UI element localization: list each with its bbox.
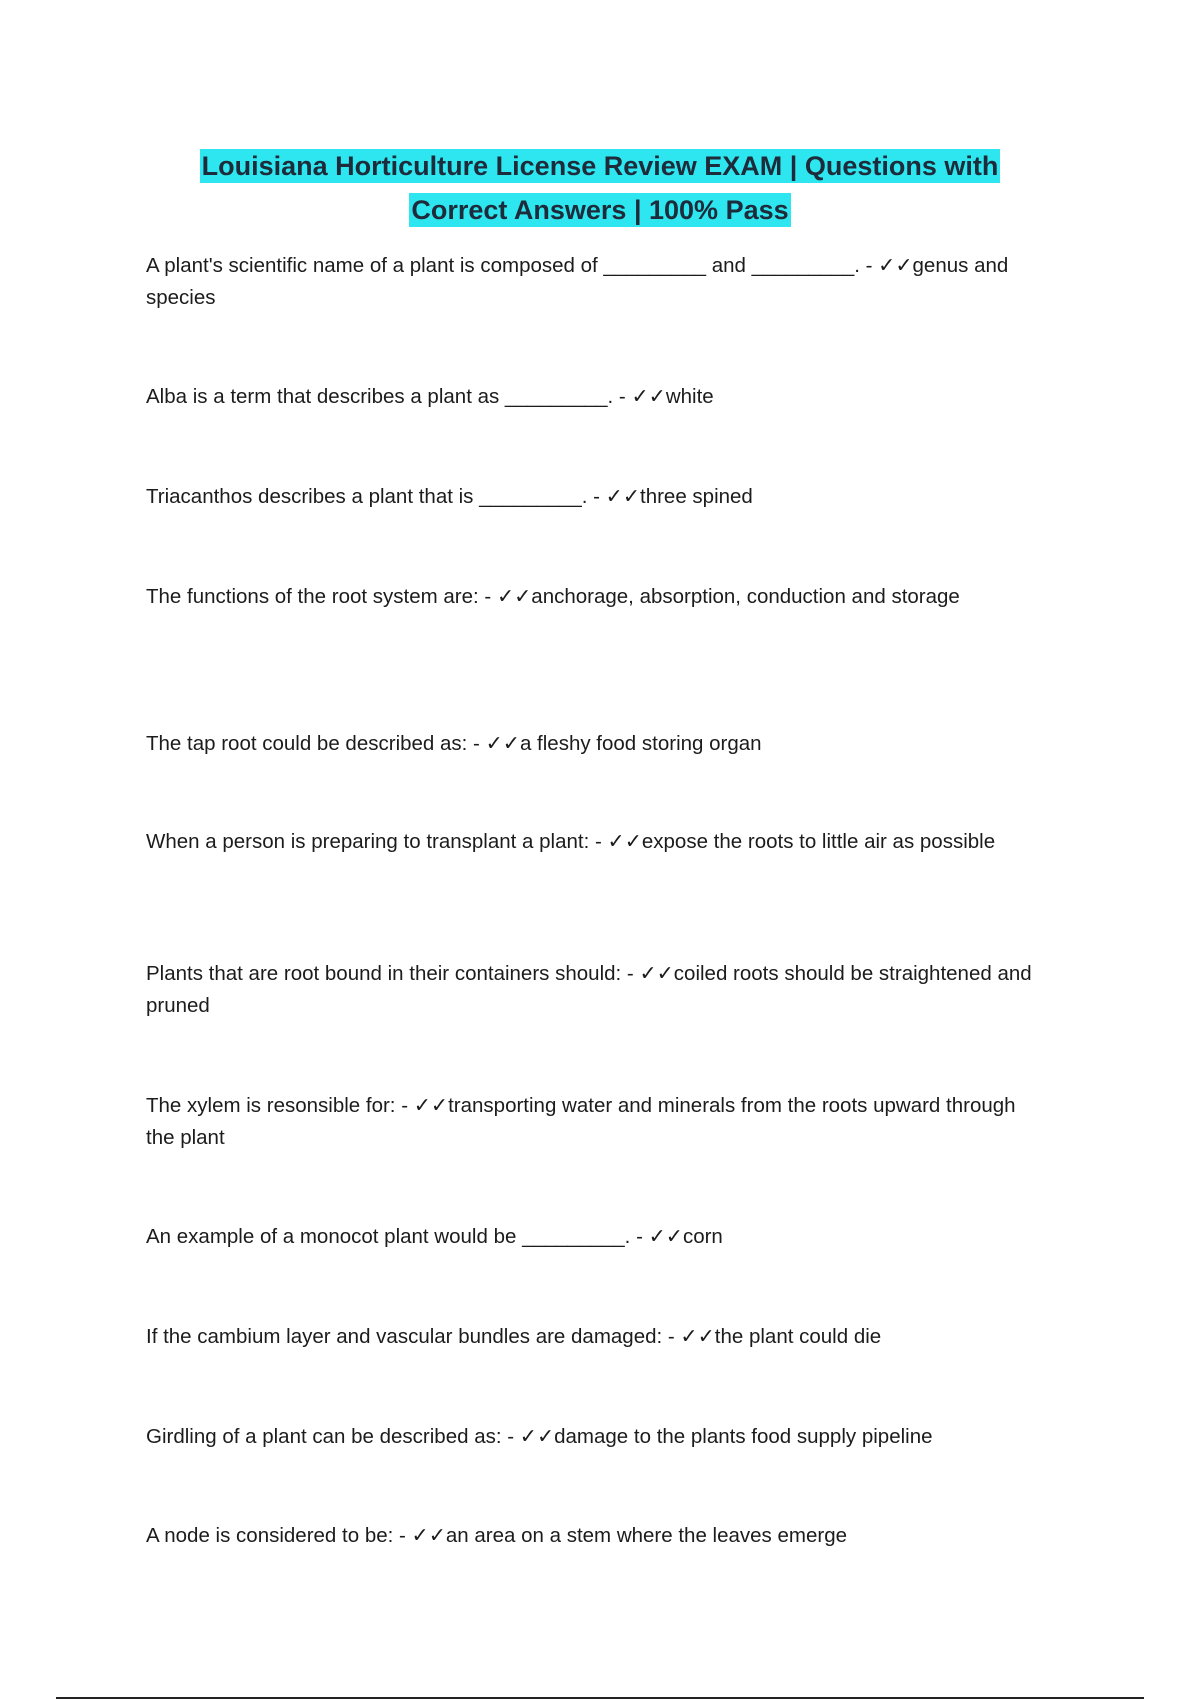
footer-divider xyxy=(56,1697,1144,1699)
qa-item-5 xyxy=(146,728,1046,760)
title-line-2: Correct Answers | 100% Pass xyxy=(411,195,789,225)
answer-text: the plant could die xyxy=(714,1325,882,1348)
question-text: When a person is preparing to transplant a plant: - xyxy=(146,830,608,853)
check-icon: ✓✓ xyxy=(607,830,642,853)
check-icon: ✓✓ xyxy=(496,585,532,608)
document-title xyxy=(120,144,1080,232)
question-text: The functions of the root system are: - xyxy=(146,585,497,608)
answer-text: genus and species xyxy=(146,254,1009,309)
qa-item-6 xyxy=(146,826,1046,858)
qa-item-7 xyxy=(146,958,1046,1022)
qa-item-10 xyxy=(146,1321,1046,1353)
check-icon: ✓✓ xyxy=(639,962,674,985)
qa-item-11 xyxy=(146,1421,1046,1453)
qa-item-2 xyxy=(146,381,1046,413)
qa-item-3 xyxy=(146,481,1046,513)
check-icon: ✓✓ xyxy=(648,1225,683,1248)
answer-text: corn xyxy=(682,1225,723,1248)
question-text: Plants that are root bound in their containers should: - xyxy=(146,962,640,985)
question-text: A node is considered to be: - xyxy=(146,1524,412,1547)
qa-item-12 xyxy=(146,1520,1046,1552)
answer-text: an area on a stem where the leaves emerge xyxy=(445,1524,848,1547)
question-text: Girdling of a plant can be described as: - xyxy=(146,1425,520,1448)
check-icon: ✓✓ xyxy=(631,385,666,408)
answer-text: damage to the plants food supply pipeline xyxy=(554,1425,933,1448)
question-text: If the cambium layer and vascular bundles are damaged: - xyxy=(146,1325,681,1348)
answer-text: three spined xyxy=(640,485,753,508)
check-icon: ✓✓ xyxy=(605,485,640,508)
check-icon: ✓✓ xyxy=(680,1325,715,1348)
answer-text: anchorage, absorption, conduction and storage xyxy=(531,585,960,608)
check-icon: ✓✓ xyxy=(485,732,520,755)
answer-text: transporting water and minerals from the roots upward through the plant xyxy=(146,1094,1016,1149)
question-text: Alba is a term that describes a plant as _________. - xyxy=(146,385,632,408)
question-text: The tap root could be described as: - xyxy=(146,732,486,755)
question-text: An example of a monocot plant would be _________. - xyxy=(146,1225,649,1248)
check-icon: ✓✓ xyxy=(411,1524,446,1547)
qa-item-4 xyxy=(146,573,1046,621)
answer-text: a fleshy food storing organ xyxy=(519,732,762,755)
title-line-1: Louisiana Horticulture License Review EXAM | Questions with xyxy=(201,151,999,181)
question-text: A plant's scientific name of a plant is composed of _________ and _________. - xyxy=(146,254,879,277)
check-icon: ✓✓ xyxy=(413,1094,449,1117)
answer-text: expose the roots to little air as possible xyxy=(641,830,996,853)
question-text: Triacanthos describes a plant that is _________. - xyxy=(146,485,606,508)
answer-text: coiled roots should be straightened and pruned xyxy=(146,962,1032,1017)
check-icon: ✓✓ xyxy=(878,254,913,277)
answer-text: white xyxy=(665,385,714,408)
qa-item-1 xyxy=(146,250,1046,314)
qa-item-9 xyxy=(146,1221,1046,1253)
question-text: The xylem is resonsible for: - xyxy=(146,1094,414,1117)
qa-item-8 xyxy=(146,1090,1046,1154)
check-icon: ✓✓ xyxy=(519,1425,555,1448)
